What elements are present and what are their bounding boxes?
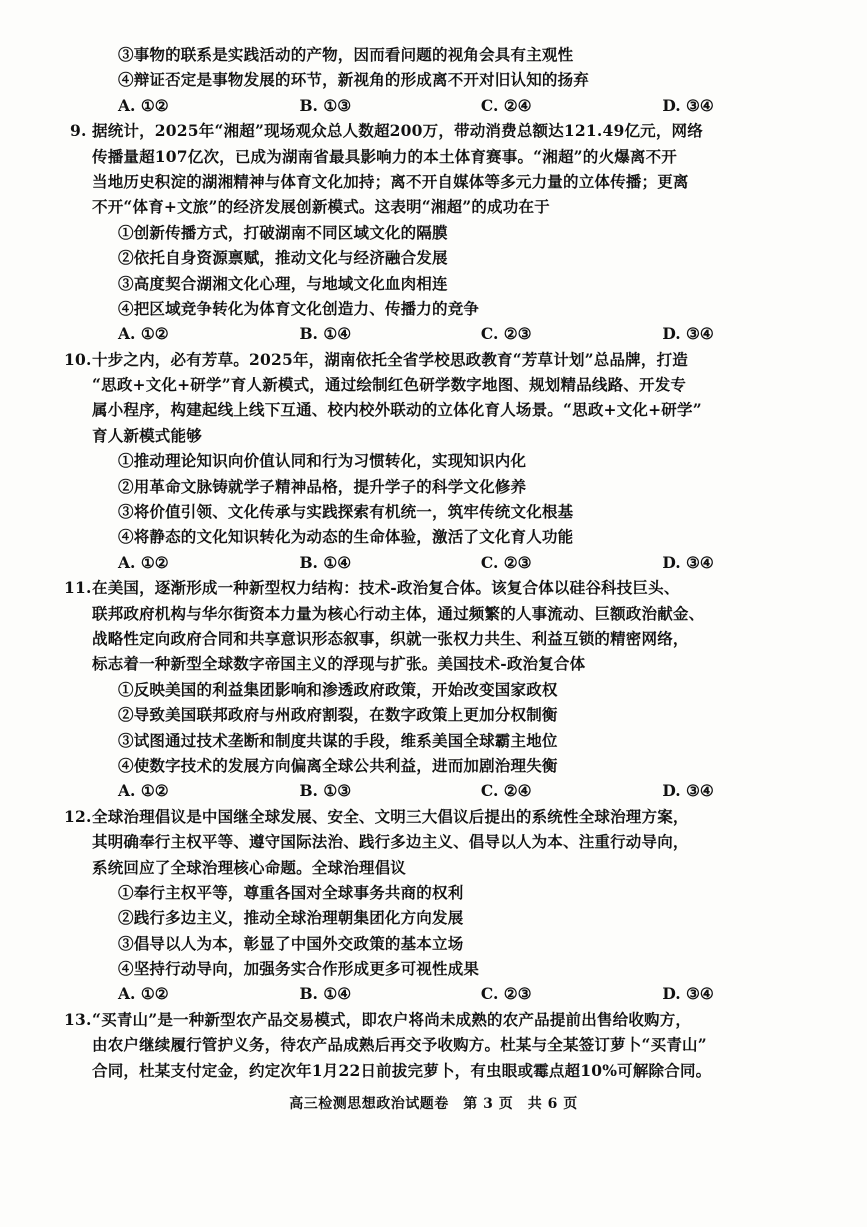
option-a: A. ①② [118,781,169,801]
q13-stem-line: 由农户继续履行管护义务，待农产品成熟后再交予收购方。杜某与全某签订萝卜“买青山” [92,1035,707,1055]
option-b: B. ①④ [299,984,352,1004]
option-c: C. ②④ [480,781,532,801]
q11-stem-line: 联邦政府机构与华尔街资本力量为核心行动主体，通过频繁的人事流动、巨额政治献金、 [92,603,705,623]
question-number: 12. [64,806,92,826]
option-d: D. ③④ [662,984,714,1004]
q11-statement: ③试图通过技术垄断和制度共谋的手段，维系美国全球霸主地位 [118,730,558,750]
q13-stem-line: 合同，杜某支付定金，约定次年1月22日前拔完萝卜，有虫眼或霉点超10%可解除合同。 [92,1060,712,1080]
q12-statement: ④坚持行动导向，加强务实合作形成更多可视性成果 [118,959,480,979]
option-d: D. ③④ [662,95,714,115]
option-a: A. ①② [118,552,169,572]
q9-statement: ④把区域竞争转化为体育文化创造力、传播力的竞争 [118,298,480,318]
page-footer: 高三检测思想政治试题卷 第 3 页 共 6 页 [289,1096,578,1112]
q11-options [92,778,782,803]
q10-stem-line: “思政+文化+研学”育人新模式，通过绘制红色研学数字地图、规划精品线路、开发专 [92,375,687,395]
q12-stem-line: 系统回应了全球治理核心命题。全球治理倡议 [92,857,407,877]
question-number: 10. [64,349,92,369]
option-c: C. ②③ [480,984,532,1004]
question-number: 11. [64,578,92,598]
q11-stem-line: 战略性定向政府合同和共享意识形态叙事，织就一张权力共生、利益互锁的精密网络， [92,628,689,648]
q9-statement: ②依托自身资源禀赋，推动文化与经济融合发展 [118,248,448,268]
question-number: 13. [64,1009,92,1029]
option-a: A. ①② [118,984,169,1004]
q8-statement-3: ③事物的联系是实践活动的产物，因而看问题的视角会具有主观性 [118,45,574,64]
q10-stem-line: 10. 十步之内，必有芳草。2025年，湖南依托全省学校思政教育“芳草计划”总品牌，打造 [92,347,782,372]
option-b: B. ①③ [299,95,352,115]
option-c: C. ②④ [480,95,532,115]
q12-options [92,981,782,1006]
q10-stem-line: 属小程序，构建起线上线下互通、校内校外联动的立体化育人场景。“思政+文化+研学” [92,400,702,420]
option-b: B. ①④ [299,324,352,344]
q10-statement: ④将静态的文化知识转化为动态的生命体验，激活了文化育人功能 [118,527,574,547]
q8-options [92,93,782,118]
q11-statement: ①反映美国的利益集团影响和渗透政府政策，开始改变国家政权 [118,679,558,699]
q10-stem-line: 育人新模式能够 [92,425,202,445]
option-a: A. ①② [118,95,169,115]
option-d: D. ③④ [662,552,714,572]
option-c: C. ②③ [480,324,532,344]
q12-statement: ②践行多边主义，推动全球治理朝集团化方向发展 [118,908,464,928]
q12-statement: ③倡导以人为本，彰显了中国外交政策的基本立场 [118,933,464,953]
q11-statement: ④使数字技术的发展方向偏离全球公共利益，进而加剧治理失衡 [118,755,558,775]
q10-options [92,550,782,575]
q11-stem-line: 标志着一种新型全球数字帝国主义的浮现与扩张。美国技术-政治复合体 [92,654,586,674]
q9-stem-line: 不开“体育+文旅”的经济发展创新模式。这表明“湘超”的成功在于 [92,197,550,217]
q9-stem-line: 当地历史积淀的湖湘精神与体育文化加持；离不开自媒体等多元力量的立体传播；更离 [92,171,689,191]
q11-stem-line: 11. 在美国，逐渐形成一种新型权力结构：技术-政治复合体。该复合体以硅谷科技巨头、 [92,575,782,600]
q10-statement: ③将价值引领、文化传承与实践探索有机统一，筑牢传统文化根基 [118,502,574,522]
option-b: B. ①④ [299,552,352,572]
q10-statement: ①推动理论知识向价值认同和行为习惯转化，实现知识内化 [118,451,527,471]
q12-stem-line: 12. 全球治理倡议是中国继全球发展、安全、文明三大倡议后提出的系统性全球治理方案， [92,804,782,829]
option-d: D. ③④ [662,324,714,344]
q11-statement: ②导致美国联邦政府与州政府割裂，在数字政策上更加分权制衡 [118,705,558,725]
q9-statement: ③高度契合湖湘文化心理，与地域文化血肉相连 [118,273,448,293]
question-content [64,42,782,1083]
option-a: A. ①② [118,324,169,344]
q12-statement: ①奉行主权平等，尊重各国对全球事务共商的权利 [118,882,464,902]
option-b: B. ①③ [299,781,352,801]
q8-statement-4: ④辩证否定是事物发展的环节，新视角的形成离不开对旧认知的扬弃 [118,70,590,90]
q10-statement: ②用革命文脉铸就学子精神品格，提升学子的科学文化修养 [118,476,527,496]
q12-stem-line: 其明确奉行主权平等、遵守国际法治、践行多边主义、倡导以人为本、注重行动导向， [92,832,689,852]
option-d: D. ③④ [662,781,714,801]
question-number: 9. [70,121,87,141]
q13-stem-line: 13. “买青山”是一种新型农产品交易模式，即农户将尚未成熟的农产品提前出售给收购方， [92,1007,782,1032]
q9-stem-line: 9. 据统计，2025年“湘超”现场观众总人数超200万，带动消费总额达121.49亿元，网络 [92,118,782,143]
q9-options [92,321,782,346]
q9-statement: ①创新传播方式，打破湖南不同区域文化的隔膜 [118,222,448,242]
q9-stem-line: 传播量超107亿次，已成为湖南省最具影响力的本土体育赛事。“湘超”的火爆离不开 [92,146,677,166]
option-c: C. ②③ [480,552,532,572]
